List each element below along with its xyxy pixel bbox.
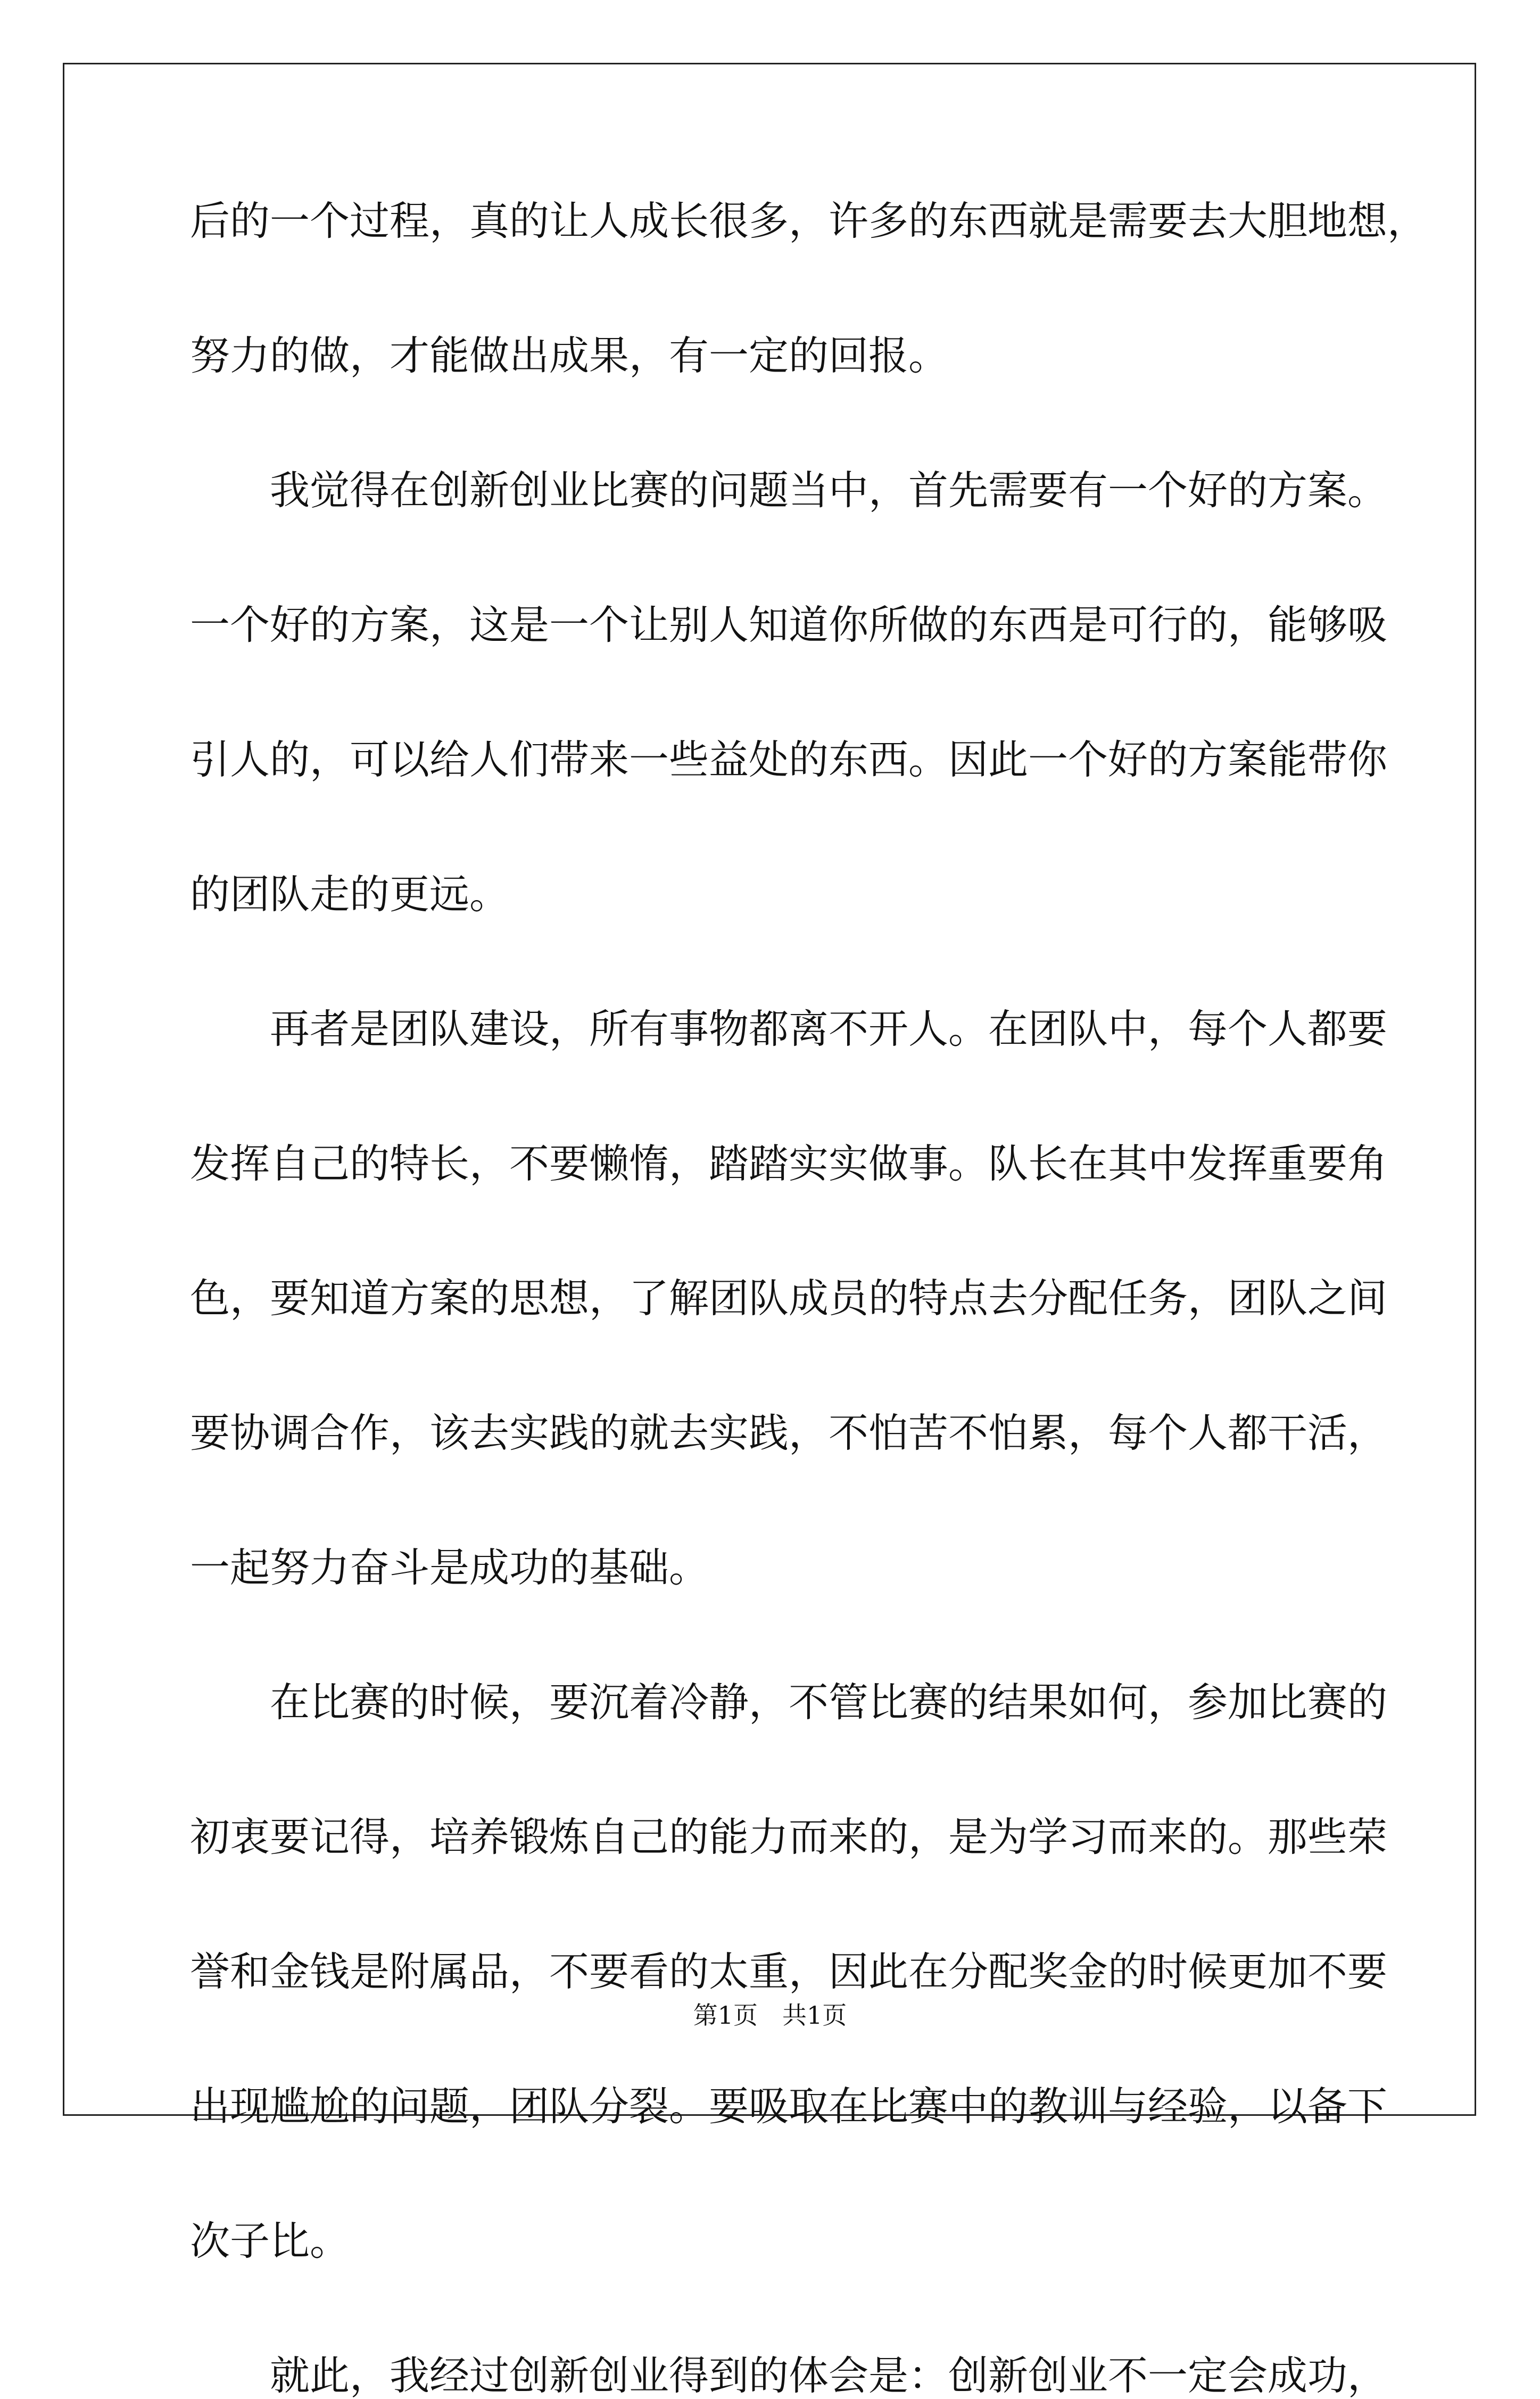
text-line: 发挥自己的特长，不要懒惰，踏踏实实做事。队长在其中发挥重要角 (190, 1140, 1388, 1187)
page-number-footer: 第1页 共1页 (693, 2001, 847, 2030)
text-line: 后的一个过程，真的让人成长很多，许多的东西就是需要去大胆地想， (190, 197, 1428, 244)
text-line: 一个好的方案，这是一个让别人知道你所做的东西是可行的，能够吸 (190, 601, 1388, 648)
text-line: 的团队走的更远。 (190, 871, 510, 918)
text-line: 一起努力奋斗是成功的基础。 (190, 1544, 709, 1591)
text-line: 在比赛的时候，要沉着冷静，不管比赛的结果如何，参加比赛的 (270, 1679, 1388, 1726)
text-line: 就此，我经过创新创业得到的体会是：创新创业不一定会成功， (270, 2352, 1388, 2399)
text-line: 出现尴尬的问题，团队分裂。要吸取在比赛中的教训与经验，以备下 (190, 2083, 1388, 2130)
text-line: 要协调合作，该去实践的就去实践，不怕苦不怕累，每个人都干活， (190, 1409, 1388, 1456)
text-line: 初衷要记得，培养锻炼自己的能力而来的，是为学习而来的。那些荣 (190, 1813, 1388, 1860)
text-line: 誉和金钱是附属品，不要看的太重，因此在分配奖金的时候更加不要 (190, 1948, 1388, 1995)
text-line: 再者是团队建设，所有事物都离不开人。在团队中，每个人都要 (270, 1005, 1388, 1052)
text-line: 色，要知道方案的思想，了解团队成员的特点去分配任务，团队之间 (190, 1275, 1388, 1322)
text-line: 次子比。 (190, 2217, 350, 2264)
text-line: 努力的做，才能做出成果，有一定的回报。 (190, 332, 949, 379)
text-line: 引人的，可以给人们带来一些益处的东西。因此一个好的方案能带你 (190, 736, 1388, 783)
document-body (190, 197, 1428, 2399)
text-line: 我觉得在创新创业比赛的问题当中，首先需要有一个好的方案。 (270, 467, 1388, 514)
